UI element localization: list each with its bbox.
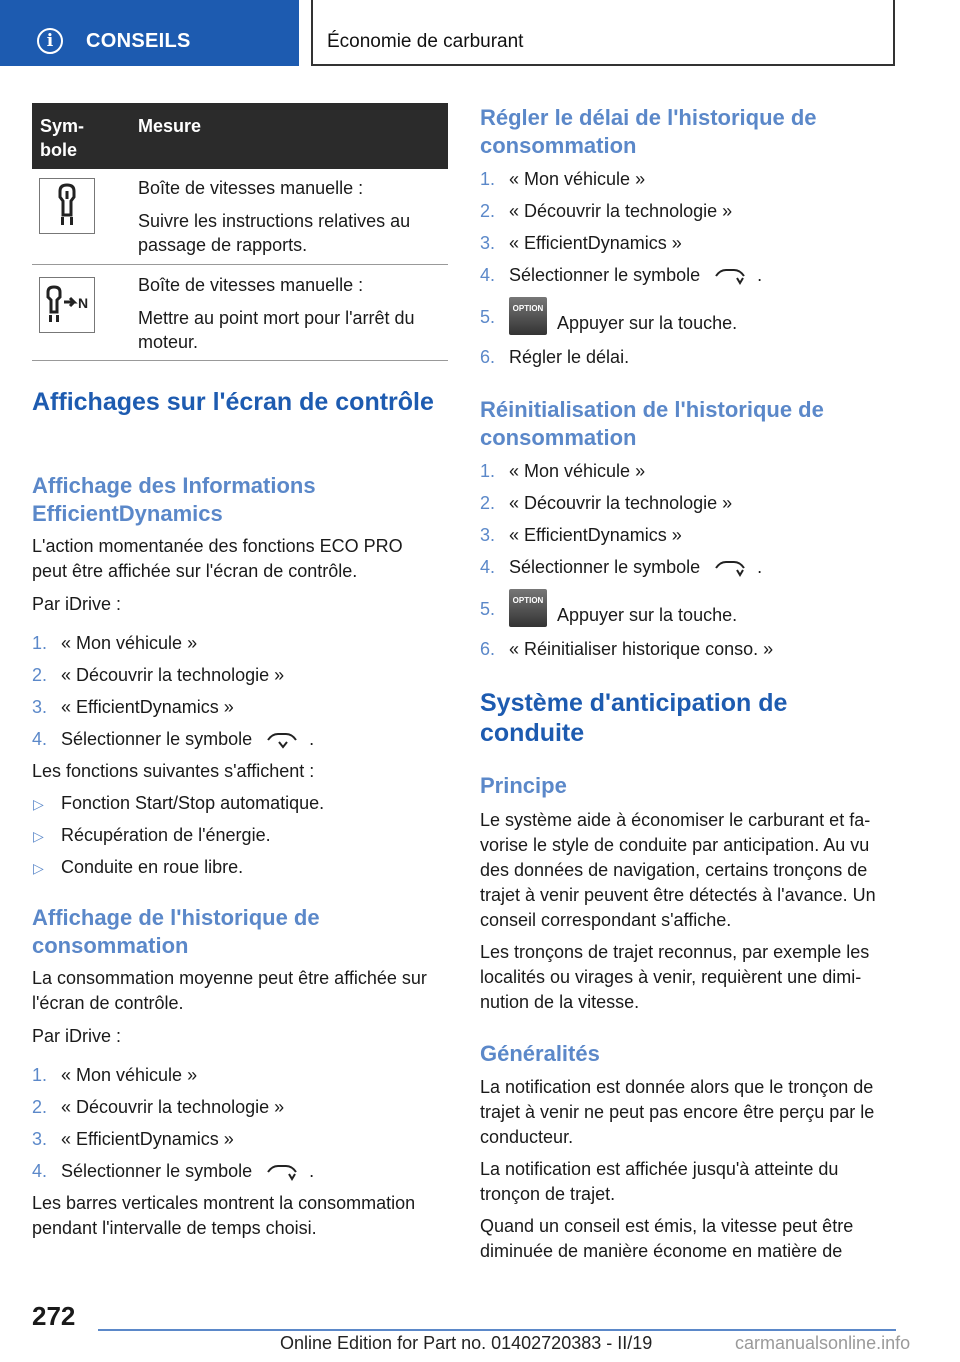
paragraph: La notification est donnée alors que le tronçon de trajet à venir ne peut pas encore être perçu par le conducteur. — [480, 1077, 875, 1147]
list-item: 4. Sélectionner le symbole . — [32, 729, 315, 749]
column-header-symbol: Sym‐ bole — [40, 116, 85, 160]
list-item: 3. « EfficientDynamics » — [480, 525, 682, 545]
footer-edition: Online Edition for Part no. 01402720383 - II/19 — [280, 1333, 653, 1353]
section-label: CONSEILS — [86, 30, 191, 52]
paragraph: La notification est affichée jusqu'à atteinte du tronçon de trajet. — [480, 1159, 839, 1204]
paragraph: Par iDrive : — [32, 594, 122, 614]
list-item: 4. Sélectionner le symbole . — [480, 265, 763, 285]
steps-list — [480, 459, 896, 669]
row-measure-text — [138, 176, 443, 266]
page-title: Économie de carburant — [327, 31, 524, 52]
list-item: 6. « Réinitialiser historique conso. » — [480, 639, 774, 659]
list-item: 1. « Mon véhicule » — [32, 633, 198, 653]
measure-line: Mettre au point mort pour l'arrêt du moteur. — [138, 308, 415, 352]
page-number: 272 — [32, 1301, 76, 1331]
car-history-icon — [713, 559, 749, 577]
header-title-box — [311, 0, 895, 66]
footer-watermark: carmanualsonline.info — [735, 1333, 911, 1353]
list-item: ▷ Fonction Start/Stop automatique. — [33, 793, 325, 813]
info-icon: i — [37, 28, 63, 54]
steps-list — [480, 167, 896, 377]
measure-line: Boîte de vitesses manuelle : — [138, 178, 364, 198]
table-header — [32, 103, 448, 169]
bullet-list — [32, 791, 448, 887]
paragraph: Les fonctions suivantes s'affichent : — [32, 761, 315, 781]
car-history-icon — [713, 267, 749, 285]
list-item: ▷ Conduite en roue libre. — [33, 857, 244, 877]
paragraph: Quand un conseil est émis, la vitesse peut être diminuée de manière économe en matière de — [480, 1216, 854, 1261]
list-item: 1. « Mon véhicule » — [480, 169, 646, 189]
list-item: 1. « Mon véhicule » — [480, 461, 646, 481]
list-item: 3. « EfficientDynamics » — [480, 233, 682, 253]
column-header-measure: Mesure — [138, 116, 202, 136]
measure-line: Boîte de vitesses manuelle : — [138, 275, 364, 295]
list-item: ▷ Récupération de l'énergie. — [33, 825, 271, 845]
header-section-tab — [0, 0, 299, 66]
list-item: 6. Régler le délai. — [480, 347, 630, 367]
heading-display: Affichages sur l'écran de contrôle — [32, 388, 434, 416]
heading-info: Affichage des Informations EfficientDynamics — [32, 473, 316, 526]
steps-list — [32, 631, 448, 759]
list-item: 2. « Découvrir la technologie » — [480, 493, 733, 513]
heading-delay: Régler le délai de l'historique de consommation — [480, 105, 817, 158]
paragraph: Par iDrive : — [32, 1026, 122, 1046]
manual-gearbox-icon — [39, 178, 95, 234]
list-item: 3. « EfficientDynamics » — [32, 1129, 234, 1149]
car-consumption-icon — [265, 731, 301, 749]
heading-anticipation: Système d'anticipation de conduite — [480, 689, 788, 747]
list-item: 2. « Découvrir la technologie » — [32, 665, 285, 685]
paragraph: La consommation moyenne peut être affichée sur l'écran de contrôle. — [32, 968, 427, 1013]
table-row — [32, 169, 448, 265]
list-item: 4. Sélectionner le symbole . — [480, 557, 763, 577]
symbol-table — [32, 103, 448, 361]
car-history-icon — [265, 1163, 301, 1181]
footer-divider — [98, 1329, 896, 1331]
list-item: 3. « EfficientDynamics » — [32, 697, 234, 717]
list-item: 1. « Mon véhicule » — [32, 1065, 198, 1085]
paragraph: L'action momentanée des fonctions ECO PRO peut être affichée sur l'écran de contrôle. — [32, 536, 403, 581]
list-item: 5. OPTIONAppuyer sur la touche. — [480, 587, 896, 637]
paragraph: Les barres verticales montrent la consommation pendant l'intervalle de temps choisi. — [32, 1193, 416, 1238]
heading-reset: Réinitialisation de l'historique de consommation — [480, 397, 824, 450]
table-row — [32, 265, 448, 361]
svg-text:N: N — [78, 295, 89, 311]
list-item: 2. « Découvrir la technologie » — [480, 201, 733, 221]
steps-list — [32, 1063, 448, 1191]
heading-general: Généralités — [480, 1041, 600, 1066]
paragraph: Les tronçons de trajet reconnus, par exemple les localités ou virages à venir, requièrent une dimi‐ nution de la vitesse. — [480, 942, 870, 1012]
list-item: 4. Sélectionner le symbole . — [32, 1161, 315, 1181]
paragraph: Le système aide à économiser le carburant et fa‐ vorise le style de conduite par anticipation. Au vu des données de navigation, certains tronçons de trajet à venir peuvent être détectés à l'avance. Un conseil correspondant s'affiche. — [480, 810, 876, 930]
option-button-icon: OPTION — [509, 589, 547, 627]
list-item: 5. OPTIONAppuyer sur la touche. — [480, 295, 896, 345]
gearbox-neutral-icon — [39, 277, 95, 333]
heading-principe: Principe — [480, 773, 567, 798]
heading-history: Affichage de l'historique de consommation — [32, 905, 320, 958]
row-measure-text — [138, 273, 443, 363]
list-item: 2. « Découvrir la technologie » — [32, 1097, 285, 1117]
option-button-icon: OPTION — [509, 297, 547, 335]
measure-line: Suivre les instructions relatives au passage de rapports. — [138, 211, 411, 255]
